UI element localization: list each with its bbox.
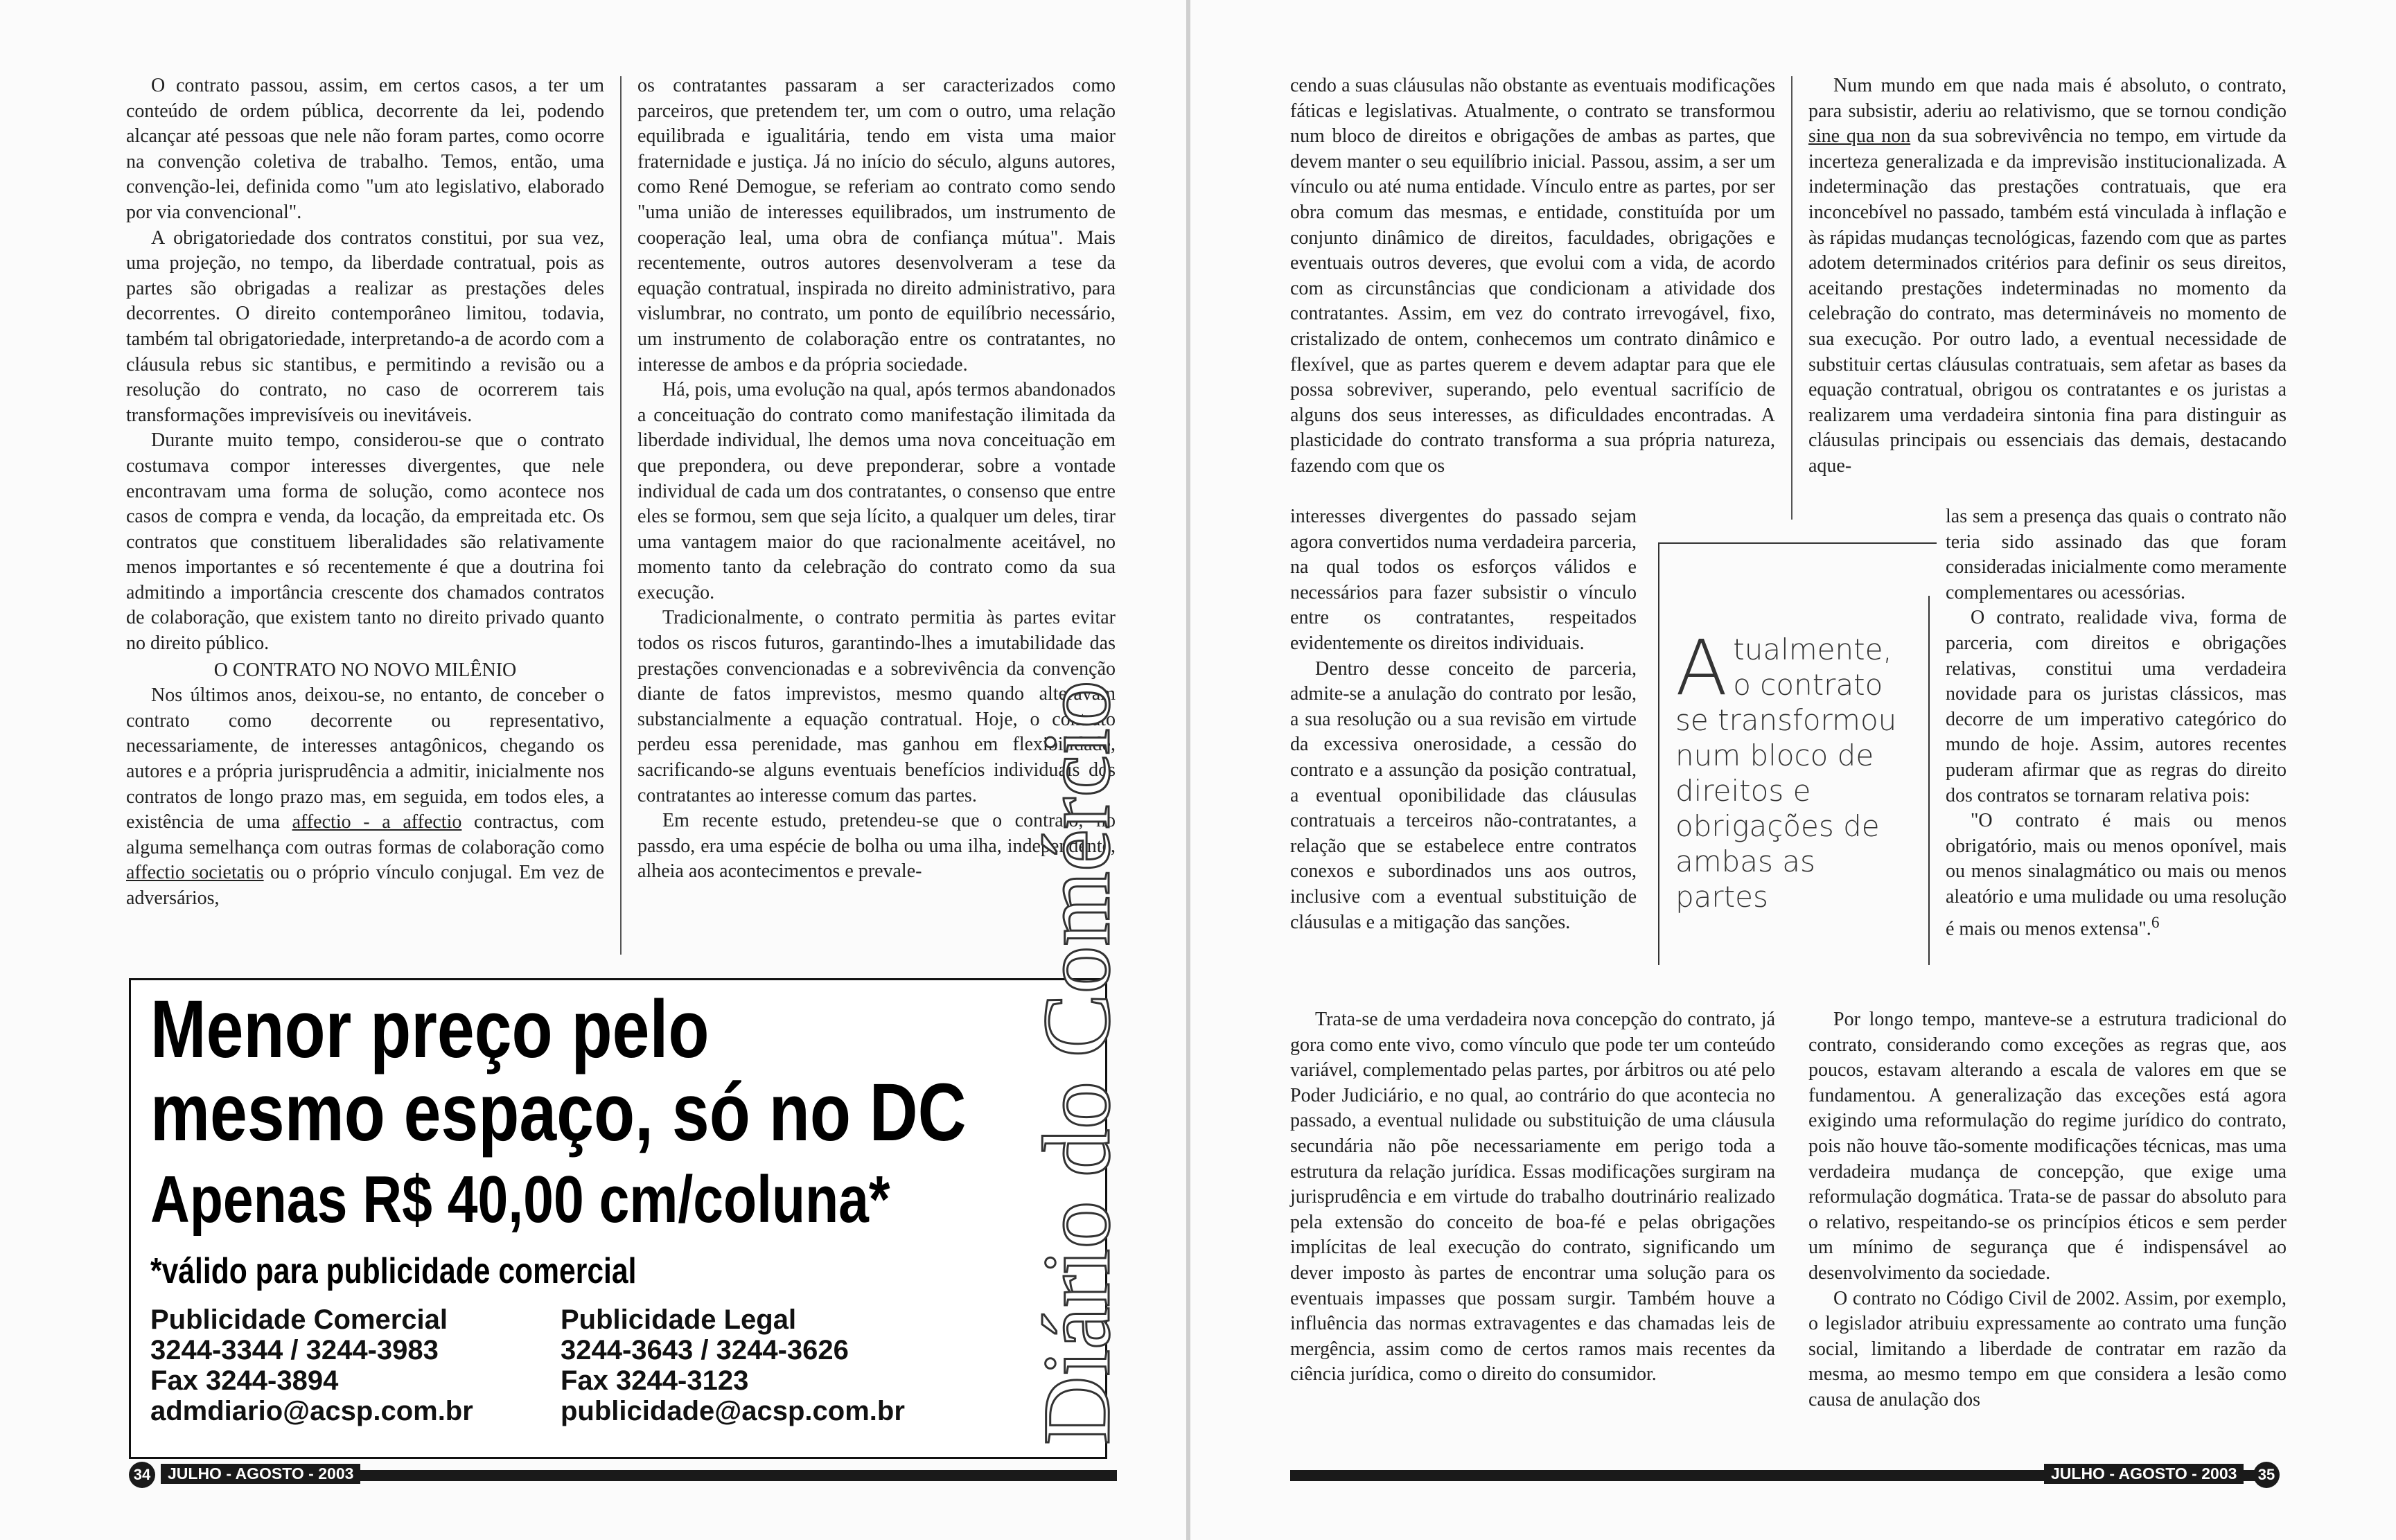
paragraph: Durante muito tempo, considerou-se que o contrato costumava compor interesses divergentes, que nele encontravam uma forma de solução, como acontece nos casos de compra e venda, da locação, da empreitada etc. Os contratos que constituem liberalidades são relativamente menos importantes e só recentemente é que a doutrina foi admitindo a importância crescente dos chamados contratos de colaboração, que existem tanto no direito privado quanto no direito público.	[126, 430, 604, 655]
ad-price: Apenas R$ 40,00 cm/coluna*	[150, 1162, 890, 1237]
paragraph: os contratantes passaram a ser caracterizados como parceiros, que pretendem ter, um com o outro, uma relação equilibrada e igualitária, tendo em vista uma maior fraternidade e justiça. Já no início do século, alguns autores, como René Demogue, se referiam ao contrato como sendo "uma união de interesses equilibrados, um instrumento de cooperação leal, uma obra de confiança mútua". Mais recentemente, outros autores desenvolveram a tese da equação contratual, inspirada no direito administrativo, para vislumbrar, no contrato, um ponto de equilíbrio necessário, um instrumento de colaboração entre os contratantes, no interesse de ambos e da própria sociedade.	[637, 75, 1116, 375]
paragraph: Em recente estudo, pretendeu-se que o contrato, no passdo, era uma espécie de bolha ou uma ilha, independente, alheia aos acontecimentos e prevale-	[637, 810, 1116, 883]
contact-title: Publicidade Legal	[561, 1304, 797, 1335]
ad-headline-2: mesmo espaço, só no DC	[150, 1067, 967, 1158]
page-number: 35	[2253, 1462, 2280, 1488]
paragraph: Por longo tempo, manteve-se a estrutura tradicional do contrato, considerando como exceções as regras que, aos poucos, estavam alterando a escala de valores em que se fundamentou. A generalização das exceções está agora exigindo uma reformulação do regime jurídico do contrato, pois não houve tão-somente modificações técnicas, mas uma verdadeira mudança de concepção, que exige uma reformulação dogmática. Trata-se de passar do absoluto para o relativo, respeitando-se os princípios éticos e sem perder um mínimo de segurança que é indispensável ao desenvolvimento da sociedade.	[1808, 1009, 2287, 1284]
underlined-term: affectio - a affectio	[292, 811, 462, 833]
column-rule	[1791, 76, 1792, 520]
ad-disclaimer: *válido para publicidade comercial	[150, 1251, 637, 1291]
ad-contact-commercial	[150, 1304, 473, 1426]
underlined-term: affectio societatis	[126, 862, 264, 884]
pull-quote: Atualmente, o contrato se transformou num bloco de direitos e obrigações de ambas as partes	[1675, 623, 1897, 914]
right-column-2-bottom	[1808, 1007, 2287, 1413]
contact-title: Publicidade Comercial	[150, 1304, 448, 1335]
right-column-1-bottom	[1290, 1007, 1775, 1388]
footnote-ref: 6	[2151, 913, 2160, 932]
ad-contact-legal	[561, 1304, 905, 1426]
paragraph: Nos últimos anos, deixou-se, no entanto, de conceber o contrato como decorrente ou representativo, necessariamente, de interesses antagônicos, chegando os autores e a própria jurisprudência a admitir, inicialmente nos contratos de longo prazo mas, em seguida, em todos eles, a existência de uma affectio - a affectio contractus, com alguma semelhança com outras formas de colaboração como affectio societatis ou o próprio vínculo conjugal. Em vez de adversários,	[126, 684, 604, 909]
paragraph: Num mundo em que nada mais é absoluto, o contrato, para subsistir, aderiu ao relativismo, que se tornou condição sine qua non da sua sobrevivência no tempo, em virtude da incerteza generalizada e da imprevisão institucionalizada. A indeterminação das prestações contratuais, que era inconcebível no passado, também está vinculada à inflação e às rápidas mudanças tecnológicas, fazendo com que as partes adotem determinados critérios para definir os seus direitos, aceitando prestações indeterminadas no momento da celebração do contrato, mas determináveis no momento de sua execução. Por outro lado, a eventual necessidade de substituir certas cláusulas contratuais, sem afetar as bases da equação contratual, obrigou os contratantes e os juristas a realizarem uma verdadeira sintonia fina para distinguir as cláusulas principais ou essenciais das demais, destacando aque-	[1808, 75, 2287, 477]
quotation: "O contrato é mais ou menos obrigatório, mais ou menos oponível, mais ou menos sinalagmático ou mais ou menos aleatório e uma mulidade ou uma resolução é mais ou menos extensa".$^6$	[1946, 810, 2287, 939]
paragraph: Dentro desse conceito de parceria, admite-se a anulação do contrato por lesão, a sua resolução ou a sua revisão em virtude da excessiva onerosidade, a cessão do contrato e a assunção da posição contratual, a eventual oponibilidade das cláusulas contratuais a terceiros não-contratantes, a relação que se estabelece entre contratos conexos e subordinados uns aos outros, inclusive com a eventual substituição de cláusulas e a mitigação das sanções.	[1290, 657, 1637, 933]
contact-email: admdiario@acsp.com.br	[150, 1396, 473, 1426]
column-rule	[620, 76, 622, 955]
pull-quote-rule	[1928, 596, 1930, 965]
footer-issue: JULHO - AGOSTO - 2003	[161, 1464, 360, 1484]
left-column-1	[126, 73, 604, 912]
paragraph: Tradicionalmente, o contrato permitia às partes evitar todos os riscos futuros, garantindo-lhes a imutabilidade das prestações convencionadas e a sobrevivência da convenção diante de fatos imprevistos, mesmo quando alteravam substancialmente a equação contratual. Hoje, o contrato perdeu essa perenidade, mas ganhou em flexibilidade, sacrificando-se alguns eventuais benefícios individuais dos contratantes ao interesse comum das partes.	[637, 607, 1116, 806]
right-column-1-top	[1290, 73, 1775, 479]
diario-do-comercio-logo: Diário do Comércio	[1023, 680, 1129, 1445]
paragraph: A obrigatoriedade dos contratos constitui, por sua vez, uma projeção, no tempo, da liberdade contratual, pois as partes são obrigadas a realizar as prestações deles decorrentes. O direito contemporâneo limitou, todavia, também tal obrigatoriedade, interpretando-a de acordo com a cláusula rebus sic stantibus, e permitindo a revisão ou a resolução do contrato, no caso de ocorrerem tais transformações imprevisíveis ou inevitáveis.	[126, 227, 604, 426]
right-column-2-top	[1808, 73, 2287, 479]
contact-phone: 3244-3344 / 3244-3983	[150, 1335, 439, 1365]
contact-phone: 3244-3643 / 3244-3626	[561, 1335, 849, 1365]
underlined-term: sine qua non	[1808, 125, 1911, 148]
advertisement	[129, 978, 1107, 1459]
paragraph: cendo a suas cláusulas não obstante as eventuais modificações fáticas e legislativas. Atualmente, o contrato se transformou num bloco de direitos e obrigações de ambas as partes, que devem manter o seu equilíbrio inicial. Passou, assim, a ser um vínculo ou até numa entidade. Vínculo entre as partes, por ser obra comum das mesmas, e entidade, constituída por um conjunto dinâmico de direitos, faculdades, obrigações e eventuais outros deveres, que evolui com a vida, de acordo com as circunstâncias que condicionam a atividade dos contratantes. Assim, em vez do contrato irrevogável, fixo, cristalizado de ontem, conhecemos um contrato dinâmico e flexível, que as partes querem e devem adaptar para que ele possa sobreviver, superando, pelo eventual sacrifício de alguns dos seus interesses, as dificuldades encontradas. A plasticidade do contrato transforma a sua própria natureza, fazendo com que os	[1290, 75, 1775, 477]
footer-issue: JULHO - AGOSTO - 2003	[2044, 1464, 2244, 1484]
paragraph: las sem a presença das quais o contrato não teria sido assinado das que foram consideradas inicialmente como meramente complementares ou acessórias.	[1946, 506, 2287, 603]
paragraph: interesses divergentes do passado sejam agora convertidos numa verdadeira parceria, na qual todos os esforços válidos e necessários para fazer subsistir o vínculo entre os contratantes, respeitados evidentemente os direitos individuais.	[1290, 506, 1637, 654]
contact-fax: Fax 3244-3123	[561, 1365, 749, 1396]
contact-email: publicidade@acsp.com.br	[561, 1396, 905, 1426]
right-column-2-narrow	[1946, 504, 2287, 941]
paragraph: O contrato no Código Civil de 2002. Assim, por exemplo, o legislador atribuiu expressamente ao contrato uma função social, limitando a liberdade de contratar em razão da mesma, ao mesmo tempo em que considera a lesão como causa de anulação dos	[1808, 1287, 2287, 1410]
section-heading: O CONTRATO NO NOVO MILÊNIO	[213, 659, 517, 681]
ad-headline-1: Menor preço pelo	[150, 984, 710, 1075]
paragraph: Há, pois, uma evolução na qual, após termos abandonados a conceituação do contrato como manifestação ilimitada da liberdade individual, lhe demos uma nova conceituação em que prepondera, ou deve preponderar, sobre a vontade individual de cada um dos contratantes, o consenso que entre eles se formou, sem que seja lícito, a qualquer um deles, tirar uma vantagem maior do que racionalmente aceitável, no momento tanto da celebração do contrato como da sua execução.	[637, 379, 1116, 603]
page-number: 34	[129, 1462, 155, 1488]
right-column-1-narrow	[1290, 504, 1637, 935]
contact-fax: Fax 3244-3894	[150, 1365, 339, 1396]
paragraph: Trata-se de uma verdadeira nova concepção do contrato, já gora como ente vivo, como vínculo que pode ter um conteúdo variável, complementado pelas partes, por árbitros ou até pelo Poder Judiciário, e no qual, ao contrário do que acontecia no passado, a eventual nulidade ou substituição de uma cláusula secundária não põe necessariamente em perigo toda a estrutura da relação jurídica. Essas modificações surgiram na jurisprudência e em virtude do trabalho doutrinário realizado pela extensão do conceito de boa-fé e pelas obrigações implícitas de leal execução do contrato, significando um dever imposto às partes de encontrar uma solução para os eventuais impasses que possam surgir. Também houve a influência das normas extravagentes e das chamadas leis de mergência, assim como de certos ramos mais recentes da ciência jurídica, como o direito do consumidor.	[1290, 1009, 1775, 1386]
drop-cap: A	[1675, 623, 1728, 712]
paragraph: O contrato, realidade viva, forma de parceria, com direitos e obrigações relativas, constitui uma verdadeira novidade para os juristas clássicos, mas decorre de um imperativo categórico do mundo de hoje. Assim, autores recentes puderam afirmar que as regras do direito dos contratos se tornaram relativa pois:	[1946, 607, 2287, 806]
paragraph: O contrato passou, assim, em certos casos, a ter um conteúdo de ordem pública, decorrente da lei, podendo alcançar até pessoas que nele não foram partes, como ocorre na convenção coletiva de trabalho. Temos, então, uma convenção-lei, definida como "um ato legislativo, elaborado por via convencional".	[126, 75, 604, 223]
